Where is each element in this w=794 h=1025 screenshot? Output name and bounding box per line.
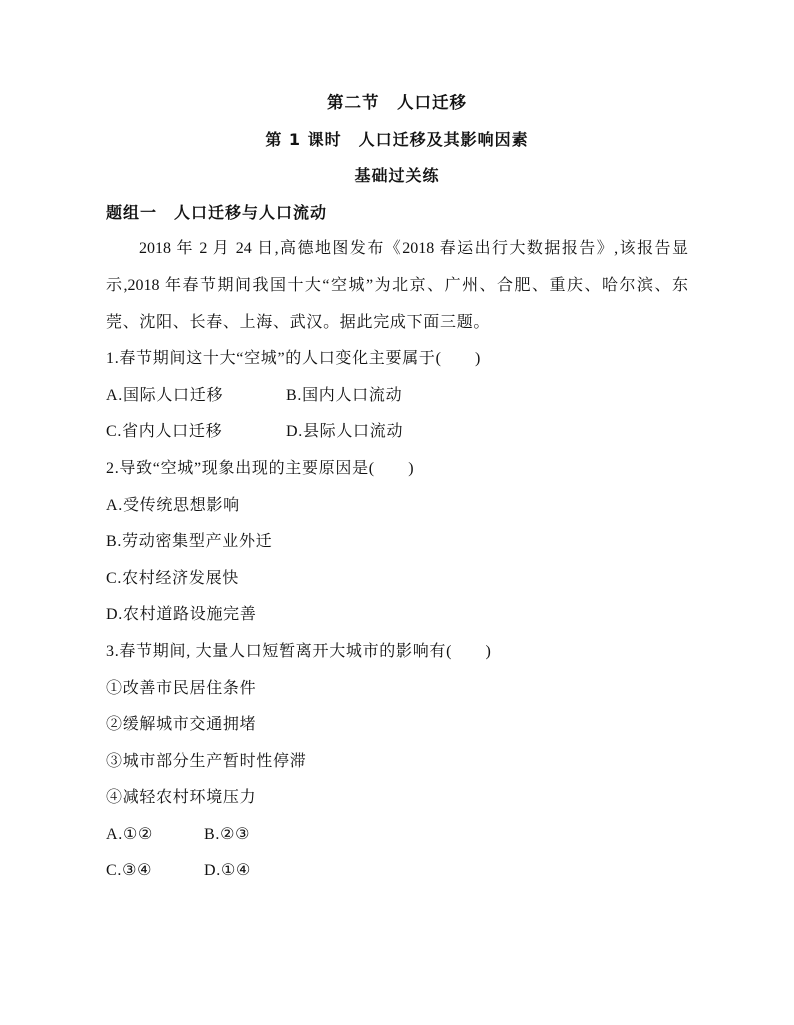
option-b: B.国内人口流动: [286, 386, 403, 404]
option-row: [106, 853, 688, 890]
intro-line: 莞、沈阳、长春、上海、武汉。据此完成下面三题。: [106, 313, 491, 331]
question-stem: 2.导致“空城”现象出现的主要原因是( ): [106, 459, 415, 477]
intro-paragraph: [106, 231, 688, 341]
question-1: [106, 341, 688, 451]
practice-heading: 基础过关练: [354, 166, 440, 186]
question-stem: 3.春节期间, 大量人口短暂离开大城市的影响有( ): [106, 642, 492, 660]
question-3: [106, 634, 688, 890]
option-b: B.②③: [204, 825, 251, 843]
option-c: C.③④: [106, 862, 153, 880]
question-stem: 1.春节期间这十大“空城”的人口变化主要属于( ): [106, 350, 482, 368]
option-row: [106, 817, 688, 854]
statement-3: ③城市部分生产暂时性停滞: [106, 752, 307, 770]
option-a: A.国际人口迁移: [106, 386, 224, 404]
statement-2: ②缓解城市交通拥堵: [106, 716, 257, 734]
statement-1: ①改善市民居住条件: [106, 679, 257, 697]
option-d: D.①④: [204, 862, 252, 880]
document-body: [106, 85, 688, 890]
option-b: B.劳动密集型产业外迁: [106, 533, 273, 551]
option-row: [106, 378, 688, 415]
option-c: C.农村经济发展快: [106, 569, 239, 587]
option-row: [106, 414, 688, 451]
option-c: C.省内人口迁移: [106, 423, 223, 441]
intro-line: 示,2018 年春节期间我国十大“空城”为北京、广州、合肥、重庆、哈尔滨、东: [106, 276, 688, 294]
option-d: D.县际人口流动: [286, 423, 404, 441]
question-group-heading: 题组一 人口迁移与人口流动: [106, 202, 328, 222]
intro-line: 2018 年 2 月 24 日,高德地图发布《2018 春运出行大数据报告》,该报告显: [139, 240, 688, 258]
statement-4: ④减轻农村环境压力: [106, 789, 257, 807]
option-a: A.①②: [106, 825, 154, 843]
option-d: D.农村道路设施完善: [106, 606, 257, 624]
question-2: [106, 451, 688, 634]
section-title: 第二节 人口迁移: [327, 93, 467, 112]
option-a: A.受传统思想影响: [106, 496, 240, 514]
lesson-subtitle: 第 1 课时 人口迁移及其影响因素: [265, 129, 529, 149]
